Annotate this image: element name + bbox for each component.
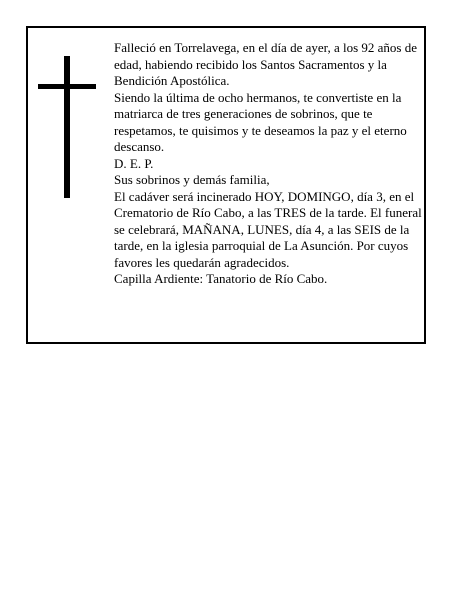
family-tribute: Siendo la última de ocho hermanos, te convertiste en la matriarca de tres generaciones de sobrinos, que te respetamos, te quisimos y te deseamos la paz y el eterno descanso. bbox=[114, 89, 407, 154]
wake-location: Capilla Ardiente: Tanatorio de Río Cabo. bbox=[114, 271, 328, 286]
cross-vertical-bar bbox=[64, 56, 70, 198]
cross-horizontal-bar bbox=[38, 84, 96, 89]
latin-cross-icon bbox=[38, 56, 96, 198]
rest-in-peace: D. E. P. bbox=[114, 155, 154, 171]
service-details: El cadáver será incinerado HOY, DOMINGO, día 3, en el Crematorio de Río Cabo, a las TRES de la tarde. El funeral se celebrará, MAÑANA, LUNES, día 4, a las SEIS de la tarde, en la iglesia parroquial de La Asunción. Por cuyos favores les quedarán agradecidos. bbox=[114, 188, 422, 270]
obituary-notice bbox=[26, 26, 426, 344]
family-signature: Sus sobrinos y demás familia, bbox=[114, 172, 270, 187]
death-announcement: Falleció en Torrelavega, en el día de ayer, a los 92 años de edad, habiendo recibido los Santos Sacramentos y la Bendición Apostólica. bbox=[114, 40, 417, 88]
notice-text bbox=[114, 40, 422, 288]
